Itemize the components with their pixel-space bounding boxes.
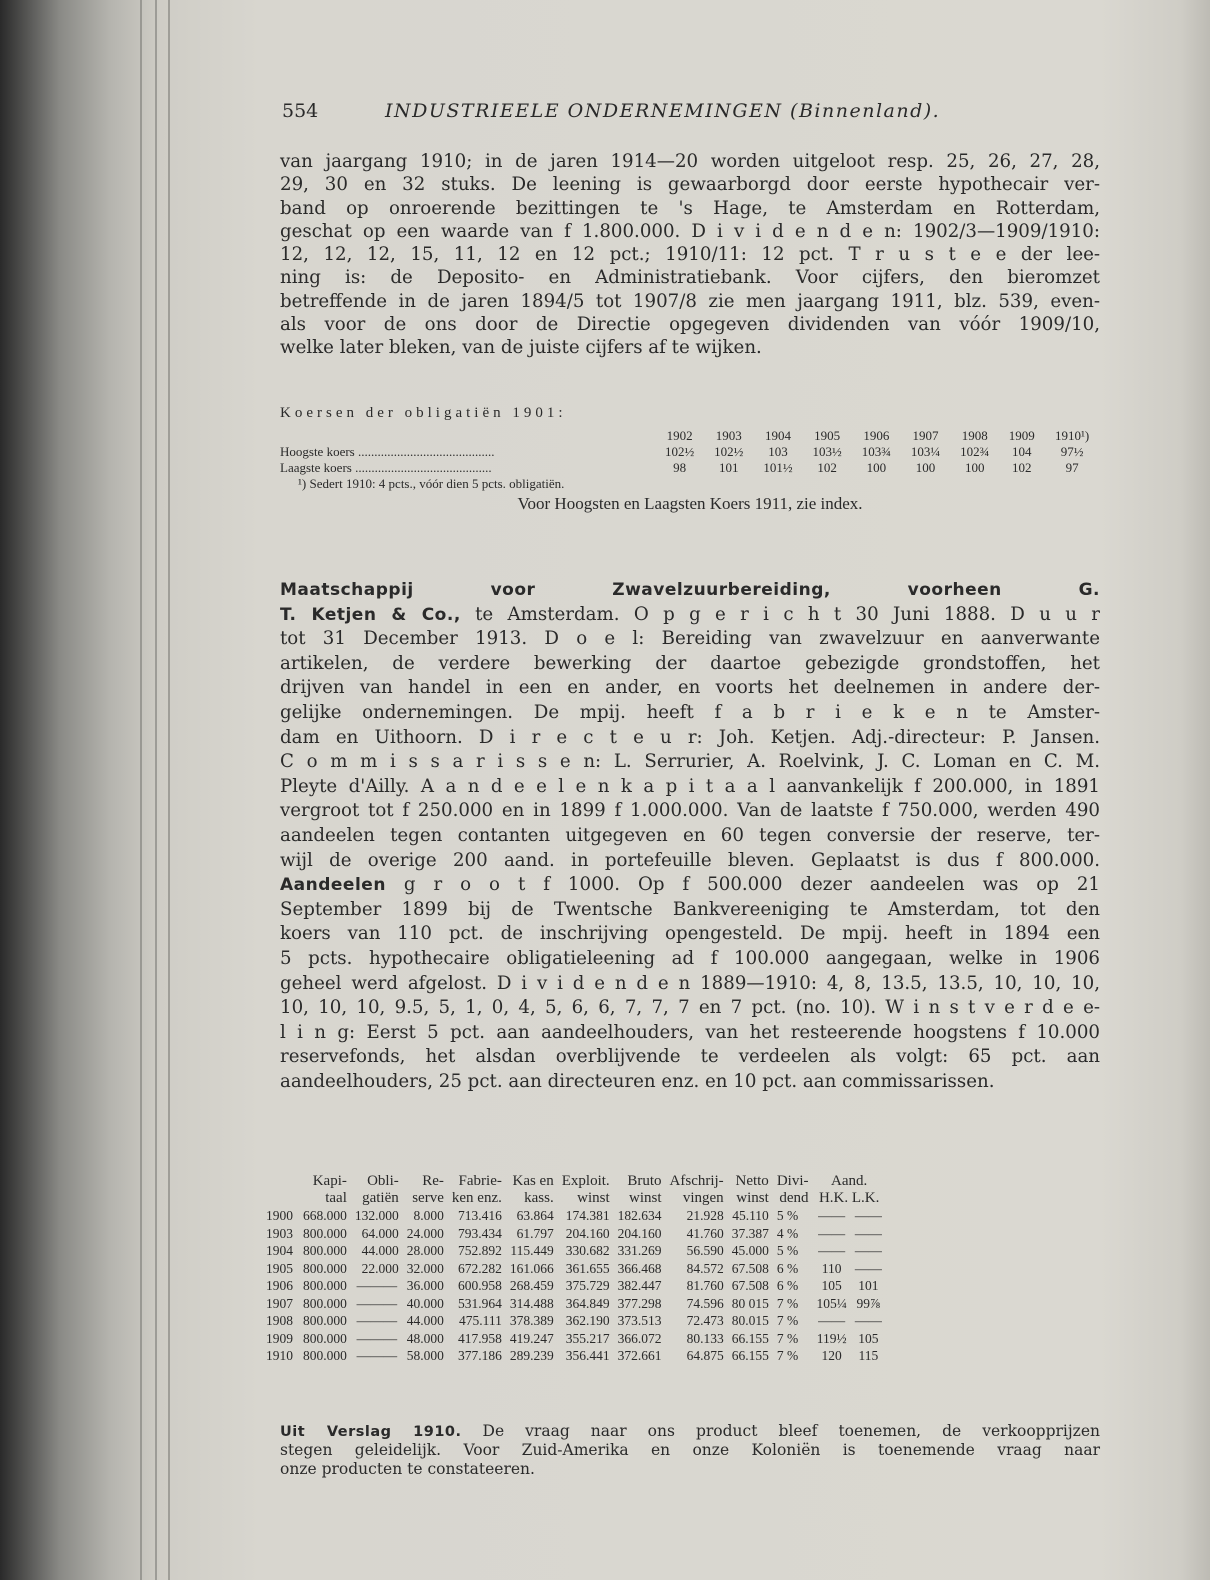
page-edge — [168, 0, 170, 1580]
column-header: Netto — [735, 1173, 769, 1189]
table-cell: 6 % — [776, 1278, 799, 1293]
table-cell: 375.729 — [565, 1278, 610, 1293]
table-cell: —— — [818, 1313, 846, 1328]
text-segment: 12, 12, 12, 15, 11, 12 en 12 pct.; 1910/11: 12 pct. T r u s t e e der lee- — [280, 244, 1100, 266]
text-segment: geschat op een waarde van f 1.800.000. D i v i d e n d e n: 1902/3—1909/1910: — [280, 220, 1100, 242]
table-cell: 204.160 — [617, 1225, 662, 1241]
table-cell: 48.000 — [406, 1330, 444, 1346]
table-cell: 74.596 — [686, 1295, 724, 1311]
table-cell: 355.217 — [565, 1330, 610, 1346]
table-cell: 364.849 — [565, 1295, 610, 1311]
bond-year: 1905 — [814, 428, 841, 443]
bond-price: 101½ — [763, 460, 793, 475]
table-cell: 21.928 — [686, 1208, 724, 1223]
table-row — [262, 1347, 886, 1365]
row-label: Hoogste koers .......................................... — [280, 444, 495, 459]
text-line — [280, 947, 1100, 972]
table-cell: 45.000 — [731, 1243, 769, 1258]
text-line — [280, 197, 1100, 220]
table-cell: —— — [818, 1225, 846, 1241]
text-segment: tot 31 December 1913. D o e l: Bereiding van zwavelzuur en aanverwante — [280, 628, 1100, 650]
text-segment: welke later bleken, van de juiste cijfers af te wijken. — [280, 337, 762, 359]
table-cell: 174.381 — [565, 1208, 610, 1223]
column-header: H.K. L.K. — [818, 1190, 880, 1206]
text-segment: als voor de ons door de Directie opgegeven dividenden van vóór 1909/10, — [280, 314, 1100, 336]
column-header: Divi- — [776, 1173, 809, 1189]
text-line — [280, 1045, 1100, 1070]
table-cell: 64.875 — [686, 1348, 724, 1363]
table-cell: 752.892 — [457, 1243, 502, 1258]
table-cell: 119½ — [816, 1330, 847, 1346]
table-cell: —— — [854, 1260, 882, 1276]
text-line — [280, 701, 1100, 726]
table-cell: 5 % — [776, 1243, 799, 1258]
table-row — [262, 1312, 886, 1330]
table-cell: 80.015 — [731, 1313, 769, 1328]
table-cell: 382.447 — [617, 1278, 662, 1293]
text-segment: band op onroerende bezittingen te 's Hage, te Amsterdam en Rotterdam, — [280, 197, 1100, 219]
text-line — [280, 972, 1100, 997]
text-segment: gelijke ondernemingen. De mpij. heeft f a b r i e k e n te Amster- — [280, 701, 1100, 723]
table-cell: 7 % — [776, 1313, 799, 1328]
bond-price: 102 — [817, 460, 837, 475]
text-segment: dam en Uithoorn. D i r e c t e u r: Joh. Ketjen. Adj.-directeur: P. Jansen. — [280, 726, 1100, 748]
row-label: Laagste koers .......................................... — [280, 460, 492, 475]
table-row — [262, 1277, 886, 1295]
text-segment: ning is: de Deposito- en Administratiebank. Voor cijfers, den bieromzet — [280, 267, 1100, 289]
text-line — [280, 336, 1100, 359]
table-cell: 66.155 — [731, 1348, 769, 1363]
table-cell: —— — [854, 1313, 882, 1328]
text-line — [280, 775, 1100, 800]
table-cell: 800.000 — [303, 1260, 347, 1276]
text-segment: vergroot tot f 250.000 en in 1899 f 1.000.000. Van de laatste f 750.000, werden 490 — [280, 800, 1100, 822]
table-cell: 56.590 — [686, 1243, 724, 1258]
text-line — [280, 150, 1100, 173]
year-cell: 1903 — [266, 1225, 293, 1241]
table-cell: 40.000 — [406, 1295, 444, 1311]
text-line — [280, 1460, 1100, 1479]
table-cell: 99⅞ — [856, 1295, 881, 1311]
table-cell: 713.416 — [457, 1208, 502, 1223]
text-line — [280, 220, 1100, 243]
bond-price: 97½ — [1060, 444, 1084, 459]
bond-year: 1910¹) — [1054, 428, 1090, 443]
bold-heading: T. Ketjen & Co., — [280, 604, 461, 625]
text-segment: 29, 30 en 32 stuks. De leening is gewaarborgd door eerste hypothecair ver- — [280, 174, 1100, 196]
column-header: winst — [629, 1190, 662, 1206]
text-line — [280, 676, 1100, 701]
table-cell: 66.155 — [731, 1330, 769, 1346]
text-segment: Pleyte d'Ailly. A a n d e e l e n k a p i t a a l aanvankelijk f 200.000, in 1891 — [280, 775, 1100, 797]
column-header: kass. — [524, 1190, 554, 1206]
table-cell: 800.000 — [303, 1225, 347, 1241]
text-segment: September 1899 bij de Twentsche Bankvereeniging te Amsterdam, tot den — [280, 898, 1100, 920]
table-cell: 84.572 — [686, 1260, 724, 1276]
bond-year: 1903 — [715, 428, 742, 443]
text-line — [280, 243, 1100, 266]
table-cell: 475.111 — [458, 1313, 502, 1328]
bond-price-row — [280, 444, 1100, 460]
table-cell: —— — [854, 1225, 882, 1241]
bond-year: 1909 — [1008, 428, 1035, 443]
table-cell: 132.000 — [354, 1208, 399, 1223]
column-header: winst — [577, 1190, 610, 1206]
table-cell: 356.441 — [565, 1348, 610, 1363]
text-segment: onze producten te constateeren. — [280, 1460, 535, 1478]
table-cell: —— — [818, 1208, 846, 1223]
table-cell: 417.958 — [457, 1330, 502, 1346]
text-segment: drijven van handel in een en ander, en voorts het deelnemen in andere der- — [280, 677, 1100, 699]
bond-price: 103¾ — [861, 444, 891, 459]
table-cell: ——— — [356, 1313, 398, 1328]
bond-price: 100 — [866, 460, 887, 475]
table-cell: 330.682 — [565, 1243, 610, 1258]
text-line — [280, 996, 1100, 1021]
table-cell: 80.133 — [686, 1330, 724, 1346]
table-cell: ——— — [356, 1348, 398, 1363]
text-line — [280, 266, 1100, 289]
table-cell: 110 — [821, 1260, 842, 1276]
paragraph-bond-info — [280, 150, 1100, 360]
bond-price: 104 — [1012, 444, 1032, 459]
text-line — [280, 173, 1100, 196]
table-cell: 373.513 — [617, 1313, 662, 1328]
table-cell: 600.958 — [457, 1278, 502, 1293]
table-cell: 44.000 — [406, 1313, 444, 1328]
table-cell: 41.760 — [686, 1225, 724, 1241]
text-segment: l i n g: Eerst 5 pct. aan aandeelhouders, van het resteerende hoogstens f 10.000 — [280, 1021, 1100, 1043]
table-cell: 67.508 — [731, 1260, 769, 1276]
table-cell: 314.488 — [509, 1295, 554, 1311]
year-cell: 1905 — [266, 1260, 293, 1276]
table-cell: 6 % — [776, 1260, 799, 1276]
text-segment: stegen geleidelijk. Voor Zuid-Amerika en onze Koloniën is toenemende vraag naar — [280, 1441, 1100, 1459]
bond-price-row — [280, 460, 1100, 476]
table-cell: 331.269 — [617, 1243, 662, 1258]
table-row — [262, 1207, 886, 1225]
text-line — [280, 1441, 1100, 1460]
table-cell: 204.160 — [565, 1225, 610, 1241]
bold-heading: Maatschappij voor Zwavelzuurbereiding, voorheen G. — [280, 580, 1100, 600]
page-edge — [155, 0, 157, 1580]
column-header: Obli- — [367, 1173, 399, 1189]
column-header: dend — [779, 1190, 809, 1206]
table-cell: 36.000 — [406, 1278, 444, 1293]
column-header: Bruto — [627, 1173, 662, 1189]
table-cell: 67.508 — [731, 1278, 769, 1293]
bond-price: 101 — [719, 460, 739, 475]
table-cell: 115 — [858, 1348, 879, 1363]
text-line — [280, 627, 1100, 652]
table-cell: 115.449 — [510, 1243, 554, 1258]
table-cell: 377.298 — [617, 1295, 662, 1311]
table-cell: 5 % — [776, 1208, 799, 1223]
table-cell: 105 — [858, 1330, 879, 1346]
year-cell: 1907 — [266, 1295, 293, 1311]
text-line — [280, 922, 1100, 947]
text-line — [280, 849, 1100, 874]
table-cell: 4 % — [776, 1225, 799, 1241]
column-header: gatiën — [362, 1190, 399, 1206]
table-cell: 800.000 — [303, 1348, 347, 1363]
financials-header-row — [262, 1190, 886, 1207]
column-header: Aand. — [831, 1173, 868, 1189]
financials-header-row — [262, 1173, 886, 1190]
year-cell: 1904 — [266, 1243, 293, 1258]
text-segment: De vraag naar ons product bleef toenemen, de verkoopprijzen — [461, 1422, 1100, 1440]
text-segment: artikelen, de verdere bewerking der daartoe gebezigde grondstoffen, het — [280, 652, 1100, 674]
table-cell: 44.000 — [361, 1243, 399, 1258]
table-cell: 378.389 — [509, 1313, 554, 1328]
table-row — [262, 1330, 886, 1348]
bold-heading: Aandeelen — [280, 875, 386, 896]
table-row — [262, 1260, 886, 1278]
table-cell: 372.661 — [617, 1348, 662, 1363]
text-line — [280, 1070, 1100, 1095]
text-segment: C o m m i s s a r i s s e n: L. Serrurier, A. Roelvink, J. C. Loman en C. M. — [280, 751, 1100, 773]
text-segment: g r o o t f 1000. Op f 500.000 dezer aandeelen was op 21 — [385, 874, 1100, 896]
table-cell: 101 — [858, 1278, 879, 1293]
table-cell: 182.634 — [617, 1208, 662, 1223]
table-cell: 800.000 — [303, 1313, 347, 1328]
column-header: winst — [736, 1190, 769, 1206]
bond-price: 102 — [1012, 460, 1032, 475]
table-cell: 289.239 — [509, 1348, 554, 1363]
table-cell: 61.797 — [516, 1225, 554, 1241]
text-segment: 5 pcts. hypothecaire obligatieleening ad f 100.000 aangegaan, welke in 1906 — [280, 947, 1100, 969]
table-cell: 7 % — [776, 1348, 799, 1363]
table-cell: 668.000 — [303, 1208, 347, 1223]
text-segment: wijl de overige 200 aand. in portefeuille bleven. Geplaatst is dus f 800.000. — [280, 849, 1100, 871]
year-cell: 1900 — [266, 1208, 293, 1223]
running-title: INDUSTRIEELE ONDERNEMINGEN (Binnenland). — [385, 100, 941, 122]
table-cell: 63.864 — [516, 1208, 554, 1223]
paragraph-annual-report — [280, 1422, 1100, 1479]
bond-price: 103 — [768, 444, 788, 459]
table-cell: 45.110 — [732, 1208, 769, 1223]
table-cell: —— — [854, 1208, 882, 1223]
text-segment: reservefonds, het alsdan overblijvende te verdeelen als volgt: 65 pct. aan — [280, 1046, 1100, 1068]
column-header — [262, 1173, 299, 1190]
table-cell: 28.000 — [406, 1243, 444, 1258]
bond-price: 100 — [915, 460, 936, 475]
year-cell: 1906 — [266, 1278, 293, 1293]
table-row — [262, 1225, 886, 1243]
bond-prices-table — [280, 428, 1100, 476]
column-header: Fabrie- — [458, 1173, 502, 1189]
text-line — [280, 726, 1100, 751]
table-cell: 7 % — [776, 1330, 799, 1346]
table-cell: 120 — [821, 1348, 842, 1363]
table-cell: 24.000 — [406, 1225, 444, 1241]
table-cell: 32.000 — [406, 1260, 444, 1276]
table-cell: 800.000 — [303, 1243, 347, 1258]
table-cell: —— — [818, 1243, 846, 1258]
text-segment: te Amsterdam. O p g e r i c h t 30 Juni 1888. D u u r — [460, 603, 1100, 625]
table-cell: 72.473 — [686, 1313, 724, 1328]
text-line — [280, 1021, 1100, 1046]
year-cell: 1910 — [266, 1348, 293, 1363]
text-line — [280, 898, 1100, 923]
column-header: Kas en — [512, 1173, 554, 1189]
table-cell: 268.459 — [509, 1278, 554, 1293]
text-line — [280, 313, 1100, 336]
bond-price: 103¼ — [910, 444, 941, 459]
table-cell: —— — [854, 1243, 882, 1258]
column-header: Re- — [422, 1173, 444, 1189]
footnote: ¹) Sedert 1910: 4 pcts., vóór dien 5 pcts. obligatiën. — [298, 476, 565, 491]
text-line — [280, 824, 1100, 849]
page-number: 554 — [282, 100, 319, 122]
text-segment: aandeelhouders, 25 pct. aan directeuren enz. en 10 pct. aan commissarissen. — [280, 1070, 995, 1092]
text-segment: geheel werd afgelost. D i v i d e n d e n 1889—1910: 4, 8, 13.5, 13.5, 10, 10, 10, — [280, 972, 1100, 994]
table-cell: 800.000 — [303, 1278, 347, 1293]
table-cell: 362.190 — [565, 1313, 610, 1328]
column-header: taal — [325, 1190, 347, 1206]
bond-year: 1904 — [764, 428, 791, 443]
table-cell: 8.000 — [413, 1208, 444, 1223]
bond-price: 102¾ — [960, 444, 990, 459]
bond-price: 98 — [673, 460, 687, 475]
text-segment: aandeelen tegen contanten uitgegeven en 60 tegen conversie der reserve, ter- — [280, 824, 1100, 846]
table-cell: 366.468 — [617, 1260, 662, 1276]
text-line — [280, 750, 1100, 775]
year-cell: 1908 — [266, 1313, 293, 1328]
table-cell: 22.000 — [361, 1260, 399, 1276]
table-cell: 80 015 — [731, 1295, 769, 1311]
see-index-note: Voor Hoogsten en Laagsten Koers 1911, zie index. — [517, 494, 863, 513]
text-segment: koers van 110 pct. de inschrijving opengesteld. De mpij. heeft in 1894 een — [280, 923, 1100, 945]
text-line — [280, 873, 1100, 898]
bond-price: 102½ — [664, 444, 695, 459]
table-cell: 531.964 — [457, 1295, 502, 1311]
table-cell: 58.000 — [406, 1348, 444, 1363]
column-header: ken enz. — [451, 1190, 502, 1206]
table-cell: ——— — [356, 1330, 398, 1346]
column-header: vingen — [682, 1190, 724, 1206]
table-cell: 793.434 — [457, 1225, 502, 1241]
table-row — [262, 1295, 886, 1313]
table-cell: 672.282 — [457, 1260, 502, 1276]
bond-price: 102½ — [714, 444, 744, 459]
page-edge — [140, 0, 142, 1580]
bond-price: 100 — [964, 460, 985, 475]
table-row — [262, 1242, 886, 1260]
text-segment: 10, 10, 10, 9.5, 5, 1, 0, 4, 5, 6, 6, 7, 7, 7 en 7 pct. (no. 10). W i n s t v e r d e e- — [280, 997, 1100, 1019]
table-cell: 64.000 — [361, 1225, 399, 1241]
financials-table — [262, 1173, 886, 1365]
bond-price: 103½ — [812, 444, 842, 459]
paragraph-company-entry — [280, 578, 1100, 1094]
table-cell: 161.066 — [509, 1260, 554, 1276]
bond-prices — [280, 405, 1100, 514]
text-line — [280, 1422, 1100, 1441]
table-cell: 37.387 — [731, 1225, 769, 1241]
column-header: Kapi- — [312, 1173, 347, 1189]
table-cell: 800.000 — [303, 1330, 347, 1346]
table-cell: 105¼ — [816, 1295, 847, 1311]
table-cell: ——— — [356, 1295, 398, 1311]
text-segment: van jaargang 1910; in de jaren 1914—20 worden uitgeloot resp. 25, 26, 27, 28, — [280, 151, 1100, 172]
table-cell: 81.760 — [686, 1278, 724, 1293]
bond-year: 1908 — [961, 428, 988, 443]
column-header: Exploit. — [561, 1173, 610, 1189]
table-cell: 377.186 — [457, 1348, 502, 1363]
bold-heading: Uit Verslag 1910. — [280, 1424, 462, 1440]
table-cell: 800.000 — [303, 1295, 347, 1311]
column-header — [262, 1190, 299, 1207]
bond-price: 97 — [1065, 460, 1079, 475]
text-line — [280, 578, 1100, 603]
text-segment: betreffende in de jaren 1894/5 tot 1907/8 zie men jaargang 1911, blz. 539, even- — [280, 290, 1100, 312]
table-cell: 361.655 — [565, 1260, 610, 1276]
table-cell: 419.247 — [509, 1330, 554, 1346]
bond-year: 1906 — [863, 428, 890, 443]
table-cell: 105 — [821, 1278, 842, 1293]
text-line — [280, 799, 1100, 824]
bond-year: 1902 — [666, 428, 693, 443]
text-line — [280, 290, 1100, 313]
column-header: serve — [412, 1190, 444, 1206]
text-line — [280, 652, 1100, 677]
text-line — [280, 603, 1100, 628]
bond-years-row — [280, 428, 1100, 444]
bond-year: 1907 — [912, 428, 939, 443]
table-cell: 366.072 — [617, 1330, 662, 1346]
bond-prices-caption: Koersen der obligatiën 1901: — [280, 405, 567, 421]
year-cell: 1909 — [266, 1330, 293, 1346]
table-cell: 7 % — [776, 1295, 799, 1311]
table-cell: ——— — [356, 1278, 398, 1293]
column-header: Afschrij- — [669, 1173, 724, 1189]
